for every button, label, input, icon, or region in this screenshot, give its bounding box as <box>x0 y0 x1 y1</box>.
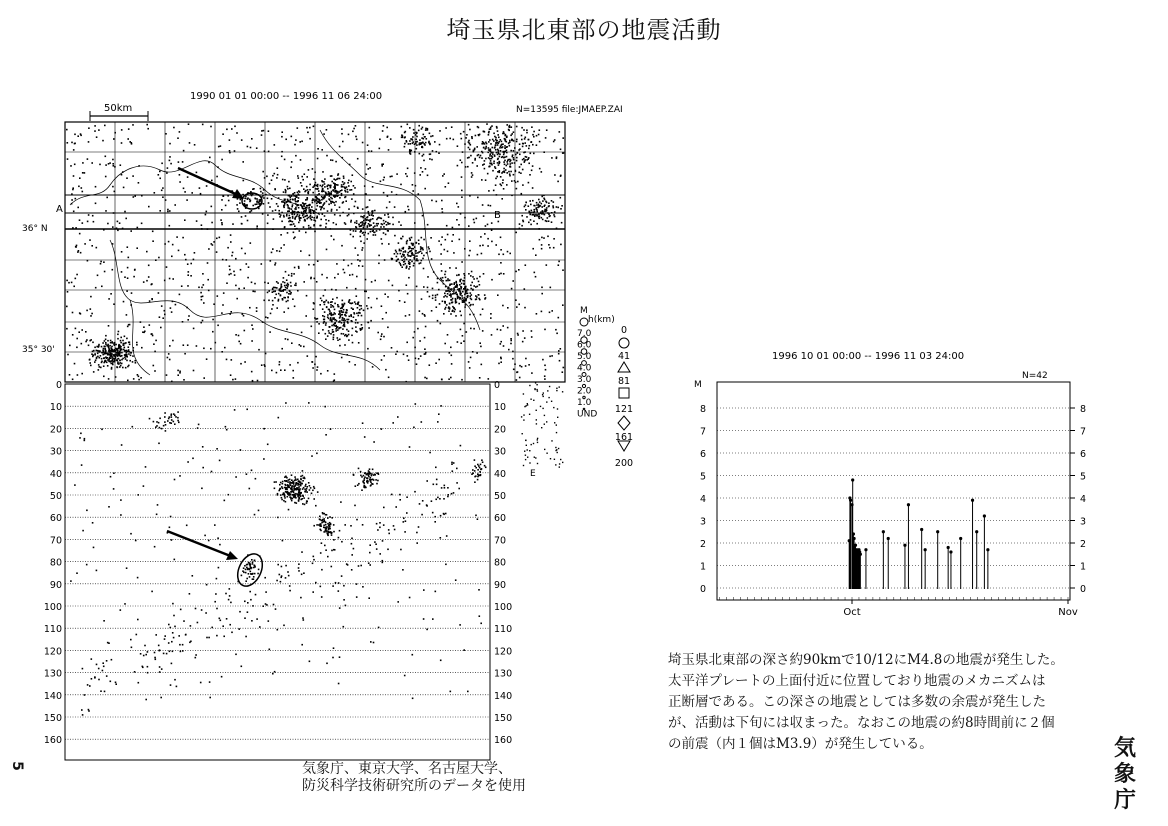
chart-y-tick-right: 3 <box>1080 516 1087 528</box>
legend-mag-value: 1.0 <box>577 398 592 408</box>
chart-event-stems <box>848 478 990 589</box>
legend-mag-value: 2.0 <box>577 386 592 397</box>
depth-tick-right: 20 <box>494 424 507 436</box>
depth-tick-right: 150 <box>494 713 513 724</box>
legend-depth-value: 41 <box>617 351 631 362</box>
description-line: の前震（内１個はM3.9）が発生している。 <box>668 736 933 752</box>
event-point <box>887 537 890 540</box>
chart-y-tick-right: 0 <box>1080 584 1087 595</box>
legend-mag-value: 6.0 <box>577 340 592 351</box>
depth-tick-right: 120 <box>494 646 513 658</box>
agency-name: 気 象 庁 <box>1113 735 1136 813</box>
chart-y-tick-right: 7 <box>1080 426 1087 438</box>
event-point <box>864 548 867 551</box>
chart-count: N=42 <box>1022 371 1048 381</box>
legend-mag-value: 4.0 <box>577 363 592 374</box>
event-point <box>920 528 923 531</box>
chart-y-tick-left: 0 <box>700 584 707 595</box>
chart-y-tick-left: 8 <box>700 404 707 415</box>
depth-tick-right: 60 <box>494 513 507 525</box>
lat-label-3530: 35° 30' <box>22 345 55 355</box>
legend-depth-value: 200 <box>614 458 634 469</box>
depth-tick-right: 0 <box>494 380 501 391</box>
description-line: が、活動は下旬には収まった。なおこの地震の約8時間前に２個 <box>668 715 1055 731</box>
event-point <box>849 499 852 502</box>
depth-tick-right: 10 <box>494 402 507 414</box>
depth-tick-left: 40 <box>49 468 62 480</box>
depth-tick-left: 160 <box>43 735 62 747</box>
chart-y-tick-left: 7 <box>700 426 707 438</box>
event-point <box>851 478 854 481</box>
depth-tick-right: 130 <box>494 668 513 680</box>
event-point <box>986 548 989 551</box>
chart-ylabel: M <box>694 380 702 390</box>
depth-tick-left: 70 <box>49 535 62 547</box>
section-label-e: E <box>530 469 536 479</box>
depth-tick-right: 160 <box>494 735 513 747</box>
chart-y-tick-left: 3 <box>700 516 707 528</box>
description-line: 正断層である。この深さの地震としては多数の余震が発生した <box>668 694 1046 710</box>
depth-tick-left: 30 <box>49 446 62 458</box>
map-period: 1990 01 01 00:00 -- 1996 11 06 24:00 <box>190 91 383 102</box>
chart-y-tick-right: 1 <box>1080 561 1087 573</box>
depth-tick-right: 110 <box>494 624 513 636</box>
page-number: 5 <box>8 761 25 771</box>
credits-line: 防災科学技術研究所のデータを使用 <box>302 778 526 794</box>
data-credits <box>302 761 526 795</box>
depth-tick-right: 40 <box>494 468 507 480</box>
description-line: 太平洋プレートの上面付近に位置しており地震のメカニズムは <box>668 673 1046 689</box>
chart-x-tick-oct: Oct <box>843 607 861 618</box>
depth-tick-left: 120 <box>43 646 62 658</box>
depth-tick-left: 90 <box>49 579 62 591</box>
event-point <box>903 544 906 547</box>
depth-gridlines <box>65 406 490 739</box>
depth-tick-right: 140 <box>494 690 513 702</box>
chart-y-tick-left: 2 <box>700 539 707 550</box>
scale-bar <box>90 103 148 121</box>
depth-tick-left: 150 <box>43 713 62 724</box>
credits-line: 気象庁、東京大学、名古屋大学、 <box>302 761 512 777</box>
depth-tick-right: 30 <box>494 446 507 458</box>
chart-gridlines <box>717 408 1070 588</box>
chart-y-tick-left: 5 <box>700 471 707 483</box>
legend-mag-value: 5.0 <box>577 352 592 362</box>
lat-label-36: 36° N <box>22 224 48 234</box>
event-point <box>907 503 910 506</box>
event-point <box>852 537 855 540</box>
legend-depth-header: h(km) <box>588 315 615 325</box>
scale-label: 50km <box>104 103 133 114</box>
section-label-b: B <box>494 210 501 221</box>
legend-depth-value: 0 <box>620 325 628 336</box>
event-point <box>936 530 939 533</box>
event-point <box>983 514 986 517</box>
magnitude-time-chart <box>680 340 1100 630</box>
section-label-a: A <box>56 204 63 215</box>
depth-tick-right: 70 <box>494 535 507 547</box>
map-count-file: N=13595 file:JMAEP.ZAI <box>516 105 623 115</box>
chart-y-tick-left: 6 <box>700 449 707 460</box>
event-description <box>668 650 1108 755</box>
depth-tick-left: 50 <box>49 491 62 502</box>
legend-depth-value: 121 <box>614 404 634 415</box>
event-point <box>852 532 855 535</box>
chart-y-tick-right: 6 <box>1080 449 1087 460</box>
chart-x-tick-nov: Nov <box>1058 607 1078 618</box>
legend-mag-value: 3.0 <box>577 375 592 385</box>
depth-tick-labels <box>44 380 512 746</box>
event-point <box>947 546 950 549</box>
event-point <box>975 530 978 533</box>
map-arrow <box>178 168 240 196</box>
chart-y-tick-left: 1 <box>700 561 707 573</box>
depth-tick-left: 100 <box>43 602 62 613</box>
event-point <box>859 553 862 556</box>
event-point <box>959 537 962 540</box>
legend-depth-value: 161 <box>614 432 634 443</box>
depth-tick-left: 130 <box>43 668 62 680</box>
depth-tick-left: 10 <box>49 402 62 414</box>
legend-depth-value: 81 <box>617 376 631 387</box>
chart-y-tick-right: 8 <box>1080 404 1087 415</box>
chart-plot-frame <box>717 382 1070 600</box>
chart-y-tick-right: 2 <box>1080 539 1087 550</box>
chart-y-tick-left: 4 <box>700 494 707 505</box>
event-point <box>882 530 885 533</box>
hypocenter-dots <box>70 402 486 716</box>
event-point <box>924 548 927 551</box>
chart-y-ticks <box>700 404 1086 595</box>
page-title: 埼玉県北東部の地震活動 <box>446 16 722 44</box>
event-point <box>949 550 952 553</box>
description-line: 埼玉県北東部の深さ約90kmで10/12にM4.8の地震が発生した。 <box>668 652 1064 668</box>
chart-y-tick-right: 4 <box>1080 494 1087 505</box>
map-legend <box>577 306 633 469</box>
depth-tick-left: 80 <box>49 557 62 569</box>
event-point <box>854 544 857 547</box>
depth-tick-right: 100 <box>494 602 513 613</box>
legend-mag-value: UND <box>577 409 598 420</box>
depth-arrow <box>167 531 233 557</box>
depth-tick-right: 80 <box>494 557 507 569</box>
event-point <box>971 499 974 502</box>
legend-mag-value: 7.0 <box>577 329 592 339</box>
depth-tick-right: 90 <box>494 579 507 591</box>
chart-title: 1996 10 01 00:00 -- 1996 11 03 24:00 <box>772 351 965 362</box>
depth-tick-left: 110 <box>43 624 62 636</box>
depth-tick-left: 140 <box>43 690 62 702</box>
legend-mag-header: M <box>580 306 588 316</box>
depth-section-frame <box>65 384 490 760</box>
depth-tick-left: 20 <box>49 424 62 436</box>
depth-tick-left: 0 <box>55 380 62 391</box>
chart-y-tick-right: 5 <box>1080 471 1087 483</box>
depth-tick-left: 60 <box>49 513 62 525</box>
depth-tick-right: 50 <box>494 491 507 502</box>
